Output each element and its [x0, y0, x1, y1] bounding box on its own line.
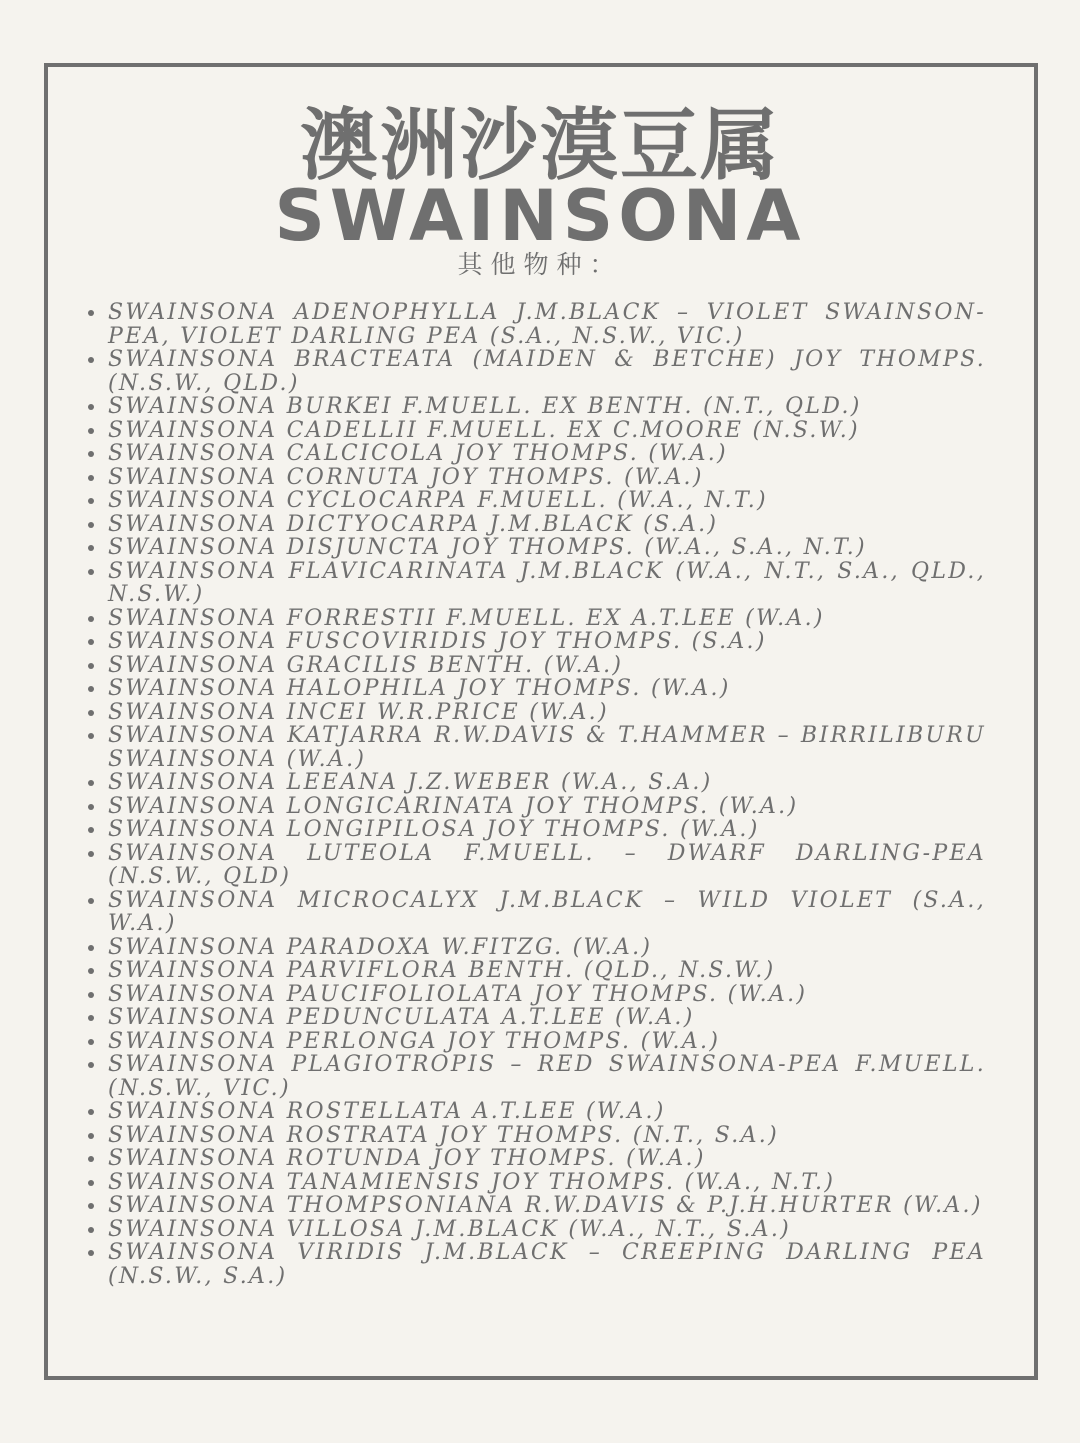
species-item: SWAINSONA LEEANA J.Z.WEBER (W.A., S.A.) [80, 771, 986, 795]
species-item: SWAINSONA CYCLOCARPA F.MUELL. (W.A., N.T.) [80, 489, 986, 513]
species-item: SWAINSONA PLAGIOTROPIS – RED SWAINSONA-PEA F.MUELL. (N.S.W., VIC.) [80, 1053, 986, 1100]
section-subtitle: 其他物种： [457, 250, 623, 279]
species-item: SWAINSONA MICROCALYX J.M.BLACK – WILD VIOLET (S.A., W.A.) [80, 889, 986, 936]
species-item: SWAINSONA TANAMIENSIS JOY THOMPS. (W.A., N.T.) [80, 1171, 986, 1195]
species-item: SWAINSONA DICTYOCARPA J.M.BLACK (S.A.) [80, 513, 986, 537]
species-item: SWAINSONA PEDUNCULATA A.T.LEE (W.A.) [80, 1006, 986, 1030]
species-item: SWAINSONA FLAVICARINATA J.M.BLACK (W.A., N.T., S.A., QLD., N.S.W.) [80, 560, 986, 607]
species-item: SWAINSONA KATJARRA R.W.DAVIS & T.HAMMER – BIRRILIBURU SWAINSONA (W.A.) [80, 724, 986, 771]
species-item: SWAINSONA VIRIDIS J.M.BLACK – CREEPING DARLING PEA (N.S.W., S.A.) [80, 1241, 986, 1288]
species-item: SWAINSONA FORRESTII F.MUELL. EX A.T.LEE (W.A.) [80, 607, 986, 631]
species-item: SWAINSONA BURKEI F.MUELL. EX BENTH. (N.T., QLD.) [80, 395, 986, 419]
species-item: SWAINSONA INCEI W.R.PRICE (W.A.) [80, 701, 986, 725]
species-item: SWAINSONA LONGICARINATA JOY THOMPS. (W.A.) [80, 795, 986, 819]
species-item: SWAINSONA CORNUTA JOY THOMPS. (W.A.) [80, 466, 986, 490]
page-title-latin: SWAINSONA [274, 175, 806, 257]
species-item: SWAINSONA PERLONGA JOY THOMPS. (W.A.) [80, 1030, 986, 1054]
species-item: SWAINSONA ADENOPHYLLA J.M.BLACK – VIOLET SWAINSON-PEA, VIOLET DARLING PEA (S.A., N.S.W., VIC.) [80, 301, 986, 348]
species-item: SWAINSONA FUSCOVIRIDIS JOY THOMPS. (S.A.) [80, 630, 986, 654]
species-item: SWAINSONA ROSTELLATA A.T.LEE (W.A.) [80, 1100, 986, 1124]
species-item: SWAINSONA BRACTEATA (MAIDEN & BETCHE) JOY THOMPS. (N.S.W., QLD.) [80, 348, 986, 395]
species-item: SWAINSONA CADELLII F.MUELL. EX C.MOORE (N.S.W.) [80, 419, 986, 443]
species-item: SWAINSONA HALOPHILA JOY THOMPS. (W.A.) [80, 677, 986, 701]
page-title-chinese: 澳洲沙漠豆属 [299, 101, 780, 191]
species-item: SWAINSONA PARVIFLORA BENTH. (QLD., N.S.W.) [80, 959, 986, 983]
species-item: SWAINSONA VILLOSA J.M.BLACK (W.A., N.T., S.A.) [80, 1218, 986, 1242]
species-item: SWAINSONA ROSTRATA JOY THOMPS. (N.T., S.A.) [80, 1124, 986, 1148]
species-item: SWAINSONA LONGIPILOSA JOY THOMPS. (W.A.) [80, 818, 986, 842]
species-list [80, 301, 986, 1288]
species-item: SWAINSONA DISJUNCTA JOY THOMPS. (W.A., S.A., N.T.) [80, 536, 986, 560]
species-item: SWAINSONA ROTUNDA JOY THOMPS. (W.A.) [80, 1147, 986, 1171]
species-item: SWAINSONA THOMPSONIANA R.W.DAVIS & P.J.H.HURTER (W.A.) [80, 1194, 986, 1218]
species-item: SWAINSONA GRACILIS BENTH. (W.A.) [80, 654, 986, 678]
species-item: SWAINSONA PARADOXA W.FITZG. (W.A.) [80, 936, 986, 960]
species-item: SWAINSONA PAUCIFOLIOLATA JOY THOMPS. (W.A.) [80, 983, 986, 1007]
species-item: SWAINSONA CALCICOLA JOY THOMPS. (W.A.) [80, 442, 986, 466]
species-item: SWAINSONA LUTEOLA F.MUELL. – DWARF DARLING-PEA (N.S.W., QLD) [80, 842, 986, 889]
